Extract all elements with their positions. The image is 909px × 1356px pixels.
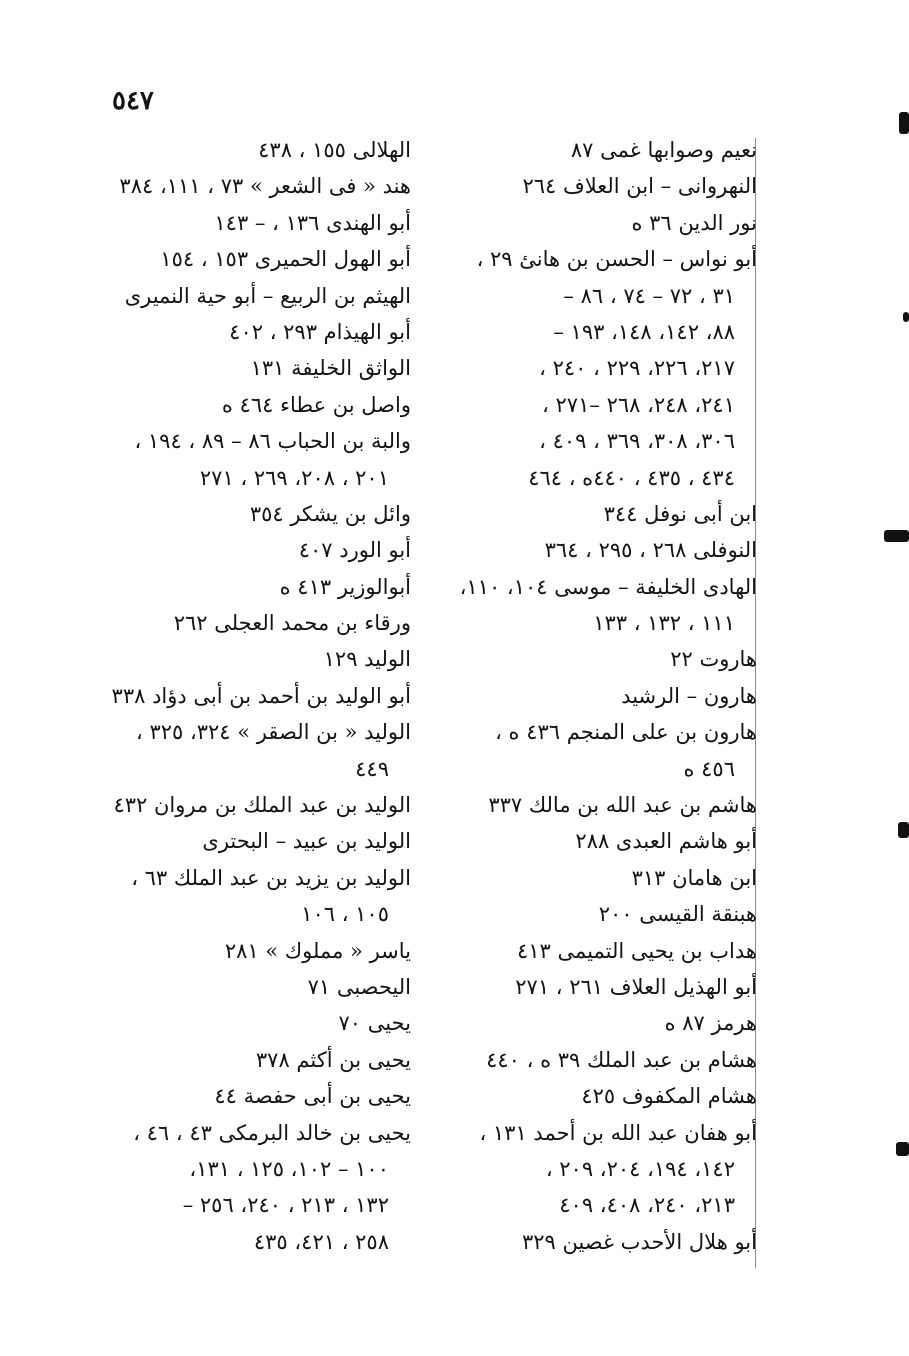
index-entry: الواثق الخليفة ١٣١: [250, 356, 411, 381]
index-entry: الوليد بن عبيد – البحترى: [202, 829, 411, 854]
index-entry: أبو نواس – الحسن بن هانئ ٢٩ ،: [476, 247, 757, 272]
index-entry: الوليد ١٢٩: [323, 647, 411, 672]
index-entry-continuation: ٤٥٦ ه: [683, 756, 735, 781]
index-entry: الهادى الخليفة – موسى ١٠٤، ١١٠،: [459, 574, 757, 599]
index-entry: أبو هفان عبد الله بن أحمد ١٣١ ،: [479, 1120, 757, 1145]
index-entry: ورقاء بن محمد العجلى ٢٦٢: [173, 611, 411, 636]
index-entry: هداب بن يحيى التميمى ٤١٣: [516, 938, 757, 963]
index-entry: هبنقة القيسى ٢٠٠: [598, 902, 757, 927]
index-entry: يحيى بن أكثم ٣٧٨: [255, 1047, 411, 1072]
index-entry: أبو الهندى ١٣٦ ، – ١٤٣: [214, 210, 411, 235]
index-entry: يحيى ٧٠: [338, 1011, 411, 1036]
index-entry-continuation: ٢٤١، ٢٤٨، ٢٦٨ –٢٧١ ،: [542, 392, 735, 417]
index-entry: أبو الورد ٤٠٧: [298, 538, 411, 563]
scan-edge-mark: [884, 530, 909, 542]
index-entry-continuation: ٢١٧، ٢٢٦، ٢٢٩ ، ٢٤٠ ،: [539, 356, 735, 381]
index-entry: أبو الهول الحميرى ١٥٣ ، ١٥٤: [160, 247, 411, 272]
index-entry: هشام بن عبد الملك ٣٩ ه ، ٤٤٠: [486, 1047, 757, 1072]
index-entry: أبو الهذيل العلاف ٢٦١ ، ٢٧١: [515, 974, 757, 999]
index-entry: يحيى بن خالد البرمكى ٤٣ ، ٤٦ ،: [133, 1120, 411, 1145]
index-entry-continuation: ١٠٥ ، ١٠٦: [301, 902, 389, 927]
index-entry: هارون بن على المنجم ٤٣٦ ه ،: [495, 720, 757, 745]
index-column-right: [437, 132, 757, 1260]
index-entry: ابن أبى نوفل ٣٤٤: [603, 501, 757, 526]
index-column-left: [111, 132, 411, 1260]
index-entry-continuation: ٢١٣، ٢٤٠، ٤٠٨، ٤٠٩: [559, 1193, 735, 1218]
index-entry-continuation: ٤٤٩: [355, 756, 389, 781]
index-entry: الوليد بن عبد الملك بن مروان ٤٣٢: [113, 793, 411, 818]
index-entry: ابن هامان ٣١٣: [631, 865, 757, 890]
index-entry: والبة بن الحباب ٨٦ – ٨٩ ، ١٩٤ ،: [134, 429, 411, 454]
scan-edge-mark: [903, 312, 909, 322]
scan-edge-mark: [899, 112, 909, 134]
index-entry-continuation: ١٣٢ ، ٢١٣ ، ٢٤٠، ٢٥٦ –: [182, 1193, 389, 1218]
index-entry: هاروت ٢٢: [670, 647, 757, 672]
page-number: ٥٤٧: [112, 86, 154, 116]
index-entry: هرمز ٨٧ ه: [664, 1011, 757, 1036]
index-entry: أبو الوليد بن أحمد بن أبى دؤاد ٣٣٨: [111, 683, 411, 708]
index-entry: واصل بن عطاء ٤٦٤ ه: [221, 392, 411, 417]
index-entry: الهيثم بن الربيع – أبو حية النميرى: [124, 283, 411, 308]
index-entry-continuation: ٨٨، ١٤٢، ١٤٨، ١٩٣ –: [553, 319, 735, 344]
index-entry: الهلالى ١٥٥ ، ٤٣٨: [258, 138, 411, 162]
index-entry: الوليد بن يزيد بن عبد الملك ٦٣ ،: [131, 865, 411, 890]
index-entry: نور الدين ٣٦ ه: [631, 210, 757, 235]
index-entry-continuation: ١٠٠ – ١٠٢، ١٢٥ ، ١٣١،: [189, 1156, 389, 1181]
index-entry: وائل بن يشكر ٣٥٤: [249, 501, 411, 526]
index-entry: الوليد « بن الصقر » ٣٢٤، ٣٢٥ ،: [136, 720, 411, 745]
index-entry: نعيم وصوابها غمى ٨٧: [570, 138, 757, 162]
index-entry: أبوالوزير ٤١٣ ه: [279, 574, 411, 599]
index-entry-continuation: ٤٣٤ ، ٤٣٥ ، ٤٤٠ه ، ٤٦٤: [528, 465, 735, 490]
index-entry: أبو هلال الأحدب غصين ٣٢٩: [521, 1229, 757, 1254]
index-entry: هشام المكفوف ٤٢٥: [581, 1084, 757, 1109]
index-entry-continuation: ٢٠١ ، ٢٠٨، ٢٦٩ ، ٢٧١: [199, 465, 389, 490]
index-entry: ياسر « مملوك » ٢٨١: [224, 938, 411, 963]
index-entry: اليحصبى ٧١: [307, 974, 411, 999]
scan-edge-mark: [896, 1142, 909, 1156]
index-entry: أبو هاشم العبدى ٢٨٨: [575, 829, 757, 854]
index-entry-continuation: ١١١ ، ١٣٢ ، ١٣٣: [593, 611, 735, 636]
index-entry-continuation: ٣١ ، ٧٢ – ٧٤ ، ٨٦ –: [563, 283, 735, 308]
index-entry: النوفلى ٢٦٨ ، ٢٩٥ ، ٣٦٤: [544, 538, 757, 563]
scan-edge-mark: [898, 822, 909, 838]
index-entry-continuation: ١٤٢، ١٩٤، ٢٠٤، ٢٠٩ ،: [545, 1156, 735, 1181]
index-entry-continuation: ٢٥٨ ، ٤٢١، ٤٣٥: [253, 1229, 389, 1254]
index-entry-continuation: ٣٠٦، ٣٠٨، ٣٦٩ ، ٤٠٩ ،: [539, 429, 735, 454]
index-entry: هاشم بن عبد الله بن مالك ٣٣٧: [488, 793, 757, 818]
index-entry: هارون – الرشيد: [621, 683, 757, 708]
index-entry: النهروانى – ابن العلاف ٢٦٤: [522, 174, 757, 199]
index-entry: أبو الهيذام ٢٩٣ ، ٤٠٢: [229, 319, 411, 344]
index-entry: هند « فى الشعر » ٧٣ ، ١١١، ٣٨٤: [119, 174, 411, 199]
index-entry: يحيى بن أبى حفصة ٤٤: [214, 1084, 411, 1109]
